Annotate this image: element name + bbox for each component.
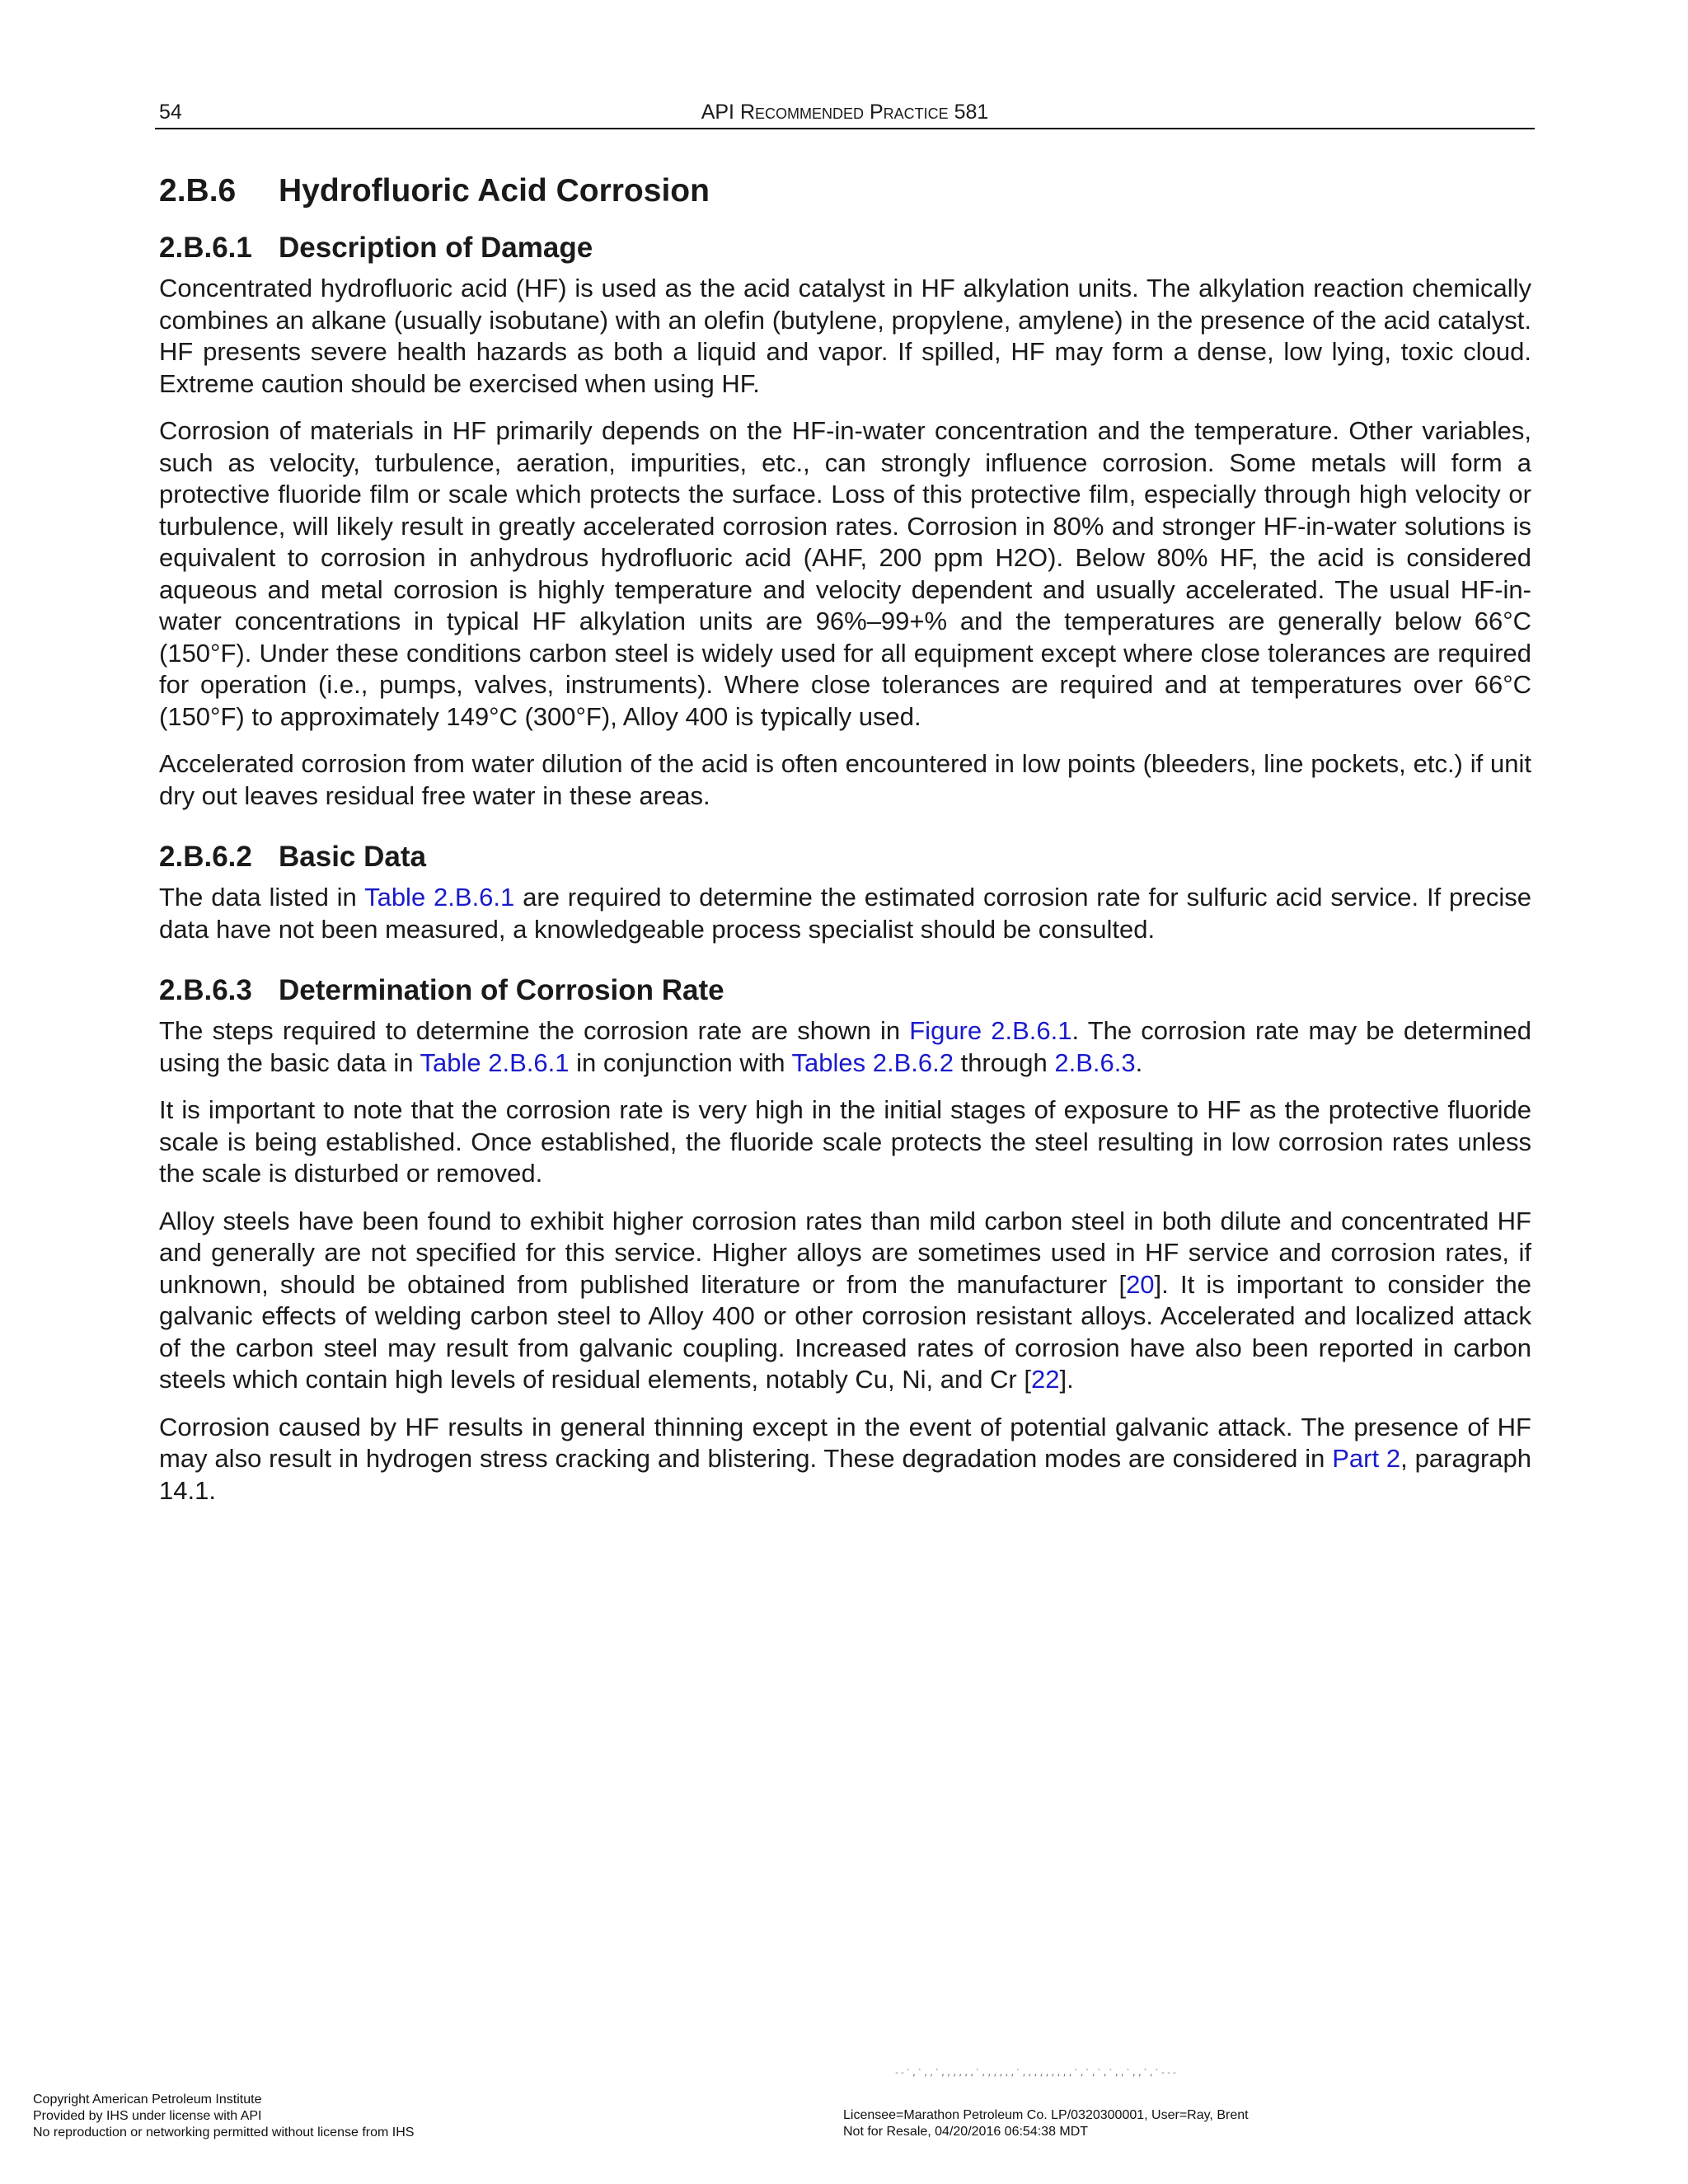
paragraph-corrosion-rate-3: Alloy steels have been found to exhibit higher corrosion rates than mild carbon steel in both dilute and concentrated HF and generally are not specified for this service. Higher alloys are sometimes used in HF service and corrosion rates, if unknown, should be obtained from published literature or from the manufacturer [20]. It is important to consider the galvanic effects of welding carbon steel to Alloy 400 or other corrosion resistant alloys. Accelerated and localized attack of the carbon steel may result from galvanic coupling. Increased rates of corrosion have also been reported in carbon steels which contain high levels of residual elements, notably Cu, Ni, and Cr [22]. [159, 1206, 1532, 1394]
footer-license [843, 2107, 1249, 2140]
subsection-heading-corrosion-rate [159, 974, 1531, 1015]
paragraph-description-2: Corrosion of materials in HF primarily depends on the HF-in-water concentration and the temperature. Other variables, such as velocity, turbulence, aeration, impurities, etc., can strongly influence corrosion. Some metals will form a protective fluoride film or scale which protects the surface. Loss of this protective film, especially through high velocity or turbulence, will likely result in greatly accelerated corrosion rates. Corrosion in 80% and stronger HF-in-water solutions is equivalent to corrosion in anhydrous hydrofluoric acid (AHF, 200 ppm H2O). Below 80% HF, the acid is considered aqueous and metal corrosion is highly temperature and velocity dependent and usually accelerated. The usual HF-in-water concentrations in typical HF alkylation units are 96%–99+% and the temperatures are generally below 66°C (150°F). Under these conditions carbon steel is widely used for all equipment except where close tolerances are required for operation (i.e., pumps, valves, instruments). Where close tolerances are required and at temperatures over 66°C (150°F) to approximately 149°C (300°F), Alloy 400 is typically used. [159, 416, 1531, 731]
link-tables-2b62[interactable]: Tables 2.B.6.2 [791, 1047, 954, 1077]
link-table-2b61[interactable]: Table 2.B.6.1 [364, 883, 515, 912]
subsection-number: 2.B.6.3 [159, 974, 252, 1006]
subsection-heading-basic-data [159, 841, 1531, 882]
subsection-heading-description [159, 232, 1531, 273]
footer-line: Copyright American Petroleum Institute [33, 2093, 262, 2107]
footer-line: Licensee=Marathon Petroleum Co. LP/0320300001, User=Ray, Brent [843, 2108, 1249, 2122]
subsection-title: Determination of Corrosion Rate [279, 974, 724, 1006]
page-body [159, 173, 1531, 1507]
link-table-2b61[interactable]: Table 2.B.6.1 [420, 1047, 570, 1077]
footer-line: Not for Resale, 04/20/2016 06:54:38 MDT [843, 2125, 1089, 2139]
paragraph-corrosion-rate-4: Corrosion caused by HF results in general thinning except in the event of potential galvanic attack. The presence of HF may also result in hydrogen stress cracking and blistering. These degradation modes are considered in Part 2, paragraph 14.1. [159, 1412, 1531, 1505]
footer-line: Provided by IHS under license with API [33, 2109, 262, 2123]
subsection-number: 2.B.6.1 [159, 232, 252, 264]
link-part-2[interactable]: Part 2 [1332, 1444, 1401, 1473]
page-number: 54 [159, 101, 182, 124]
paragraph-basic-data: The data listed in Table 2.B.6.1 are required to determine the estimated corrosion rate for sulfuric acid service. If precise data have not been measured, a knowledgeable process specialist should be consulted. [159, 883, 1531, 944]
subsection-title: Description of Damage [279, 232, 593, 264]
section-number: 2.B.6 [159, 173, 237, 209]
running-title: API Recommended Practice 581 [701, 101, 989, 124]
paragraph-corrosion-rate-2: It is important to note that the corrosion rate is very high in the initial stages of exposure to HF as the protective fluoride scale is being established. Once established, the fluoride scale protects the steel resulting in low corrosion rates unless the scale is disturbed or removed. [159, 1095, 1531, 1188]
footer-copyright [33, 2092, 414, 2141]
subsection-title: Basic Data [279, 841, 426, 873]
page-header [155, 96, 1535, 129]
subsection-number: 2.B.6.2 [159, 841, 252, 873]
link-figure-2b61[interactable]: Figure 2.B.6.1 [909, 1016, 1072, 1045]
link-reference-22[interactable]: 22 [1030, 1365, 1060, 1394]
paragraph-description-3: Accelerated corrosion from water dilution of the acid is often encountered in low points (bleeders, line pockets, etc.) if unit dry out leaves residual free water in these areas. [159, 749, 1531, 810]
paragraph-description-1: Concentrated hydrofluoric acid (HF) is used as the acid catalyst in HF alkylation units. The alkylation reaction chemically combines an alkane (usually isobutane) with an olefin (butylene, propylene, amylene) in the presence of the acid catalyst. HF presents severe health hazards as both a liquid and vapor. If spilled, HF may form a dense, low lying, toxic cloud. Extreme caution should be exercised when using HF. [159, 274, 1531, 398]
footer-line: No reproduction or networking permitted without license from IHS [33, 2125, 415, 2139]
link-table-2b63[interactable]: 2.B.6.3 [1054, 1047, 1136, 1077]
section-heading [159, 173, 1531, 216]
link-reference-20[interactable]: 20 [1126, 1269, 1155, 1299]
paragraph-corrosion-rate-1: The steps required to determine the corrosion rate are shown in Figure 2.B.6.1. The corrosion rate may be determined using the basic data in Table 2.B.6.1 in conjunction with Tables 2.B.6.2 through 2.B.6.3. [159, 1016, 1531, 1077]
scan-noise: --`,`,,`,,,,,,`,,,,,,`,,,,,,,,,`,`,`,`,,`,,`,`--- [894, 2069, 1179, 2078]
section-title: Hydrofluoric Acid Corrosion [279, 173, 710, 209]
